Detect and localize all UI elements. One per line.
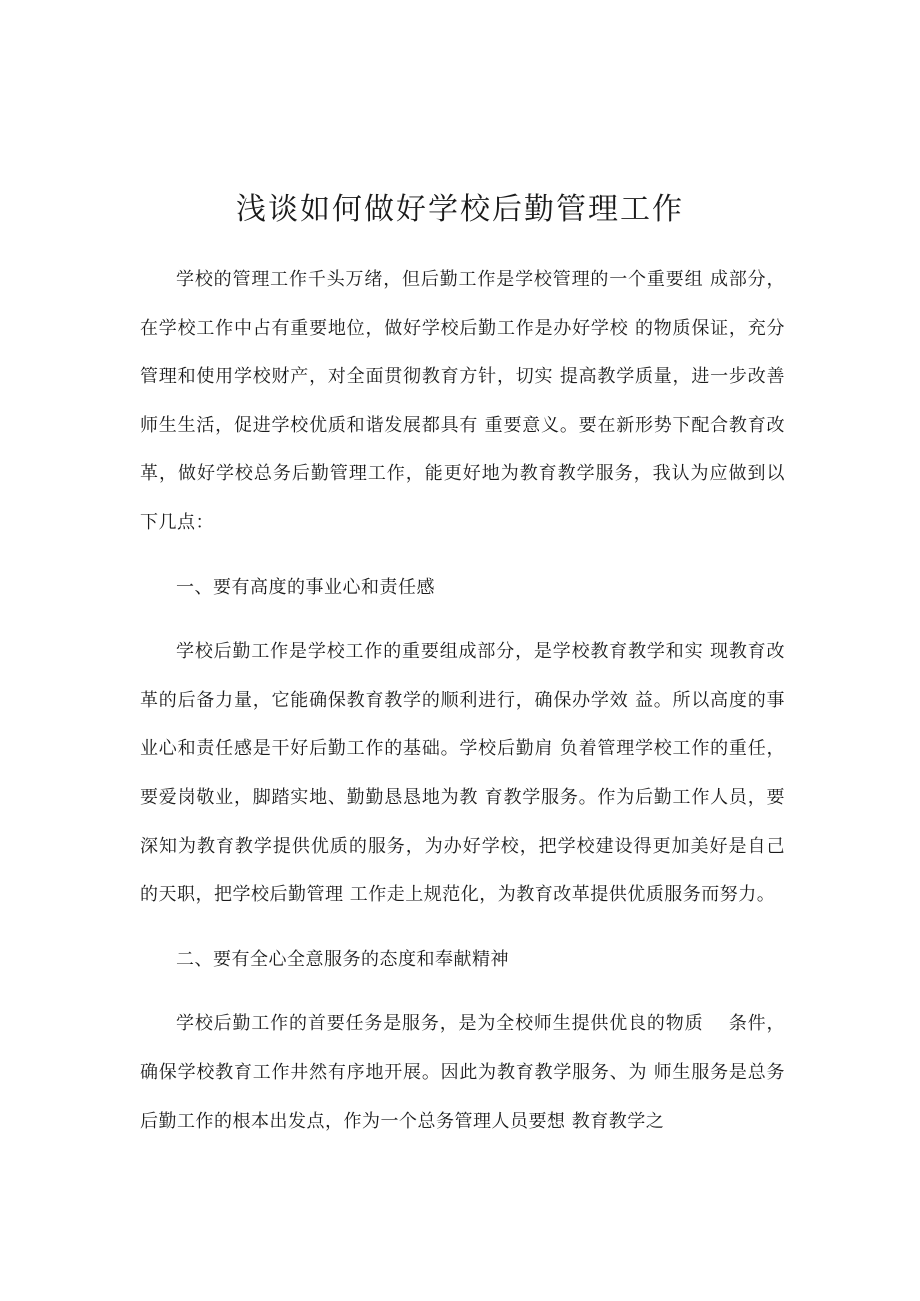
spacer: [140, 612, 785, 628]
section-heading-2: 二、要有全心全意服务的态度和奉献精神: [176, 948, 509, 970]
paragraph-intro: 学校的管理工作千头万绪，但后勤工作是学校管理的一个重要组 成部分，在学校工作中占有重要地位，做好学校后勤工作是办好学校 的物质保证，充分管理和使用学校财产，对全面贯彻教育方针，切实 提高教学质量，进一步改善师生生活，促进学校优质和谐发展都具有 重要意义。要在新形势下配合教育改革，做好学校总务后勤管理工作，能更好地为教育教学服务，我认为应做到以下几点：: [140, 269, 785, 533]
document-body: [140, 256, 785, 1146]
spacer: [140, 548, 785, 564]
paragraph-section-1: 学校后勤工作是学校工作的重要组成部分，是学校教育教学和实 现教育改革的后备力量，它能确保教育教学的顺利进行，确保办学效 益。所以高度的事业心和责任感是干好后勤工作的基础。学校后勤肩 负着管理学校工作的重任，要爱岗敬业，脚踏实地、勤勤恳恳地为教 育教学服务。作为后勤工作人员，要深知为教育教学提供优质的服务，为办好学校，把学校建设得更加美好是自己的天职，把学校后勤管理 工作走上规范化，为教育改革提供优质服务而努力。: [140, 641, 785, 906]
spacer: [140, 920, 785, 936]
section-heading-1: 一、要有高度的事业心和责任感: [176, 576, 435, 598]
spacer: [140, 984, 785, 1000]
paragraph-section-2: 学校后勤工作的首要任务是服务，是为全校师生提供优良的物质 条件，确保学校教育工作井然有序地开展。因此为教育教学服务、为 师生服务是总务后勤工作的根本出发点，作为一个总务管理人员要想 教育教学之: [140, 1013, 785, 1132]
document-title: 浅谈如何做好学校后勤管理工作: [236, 192, 684, 227]
